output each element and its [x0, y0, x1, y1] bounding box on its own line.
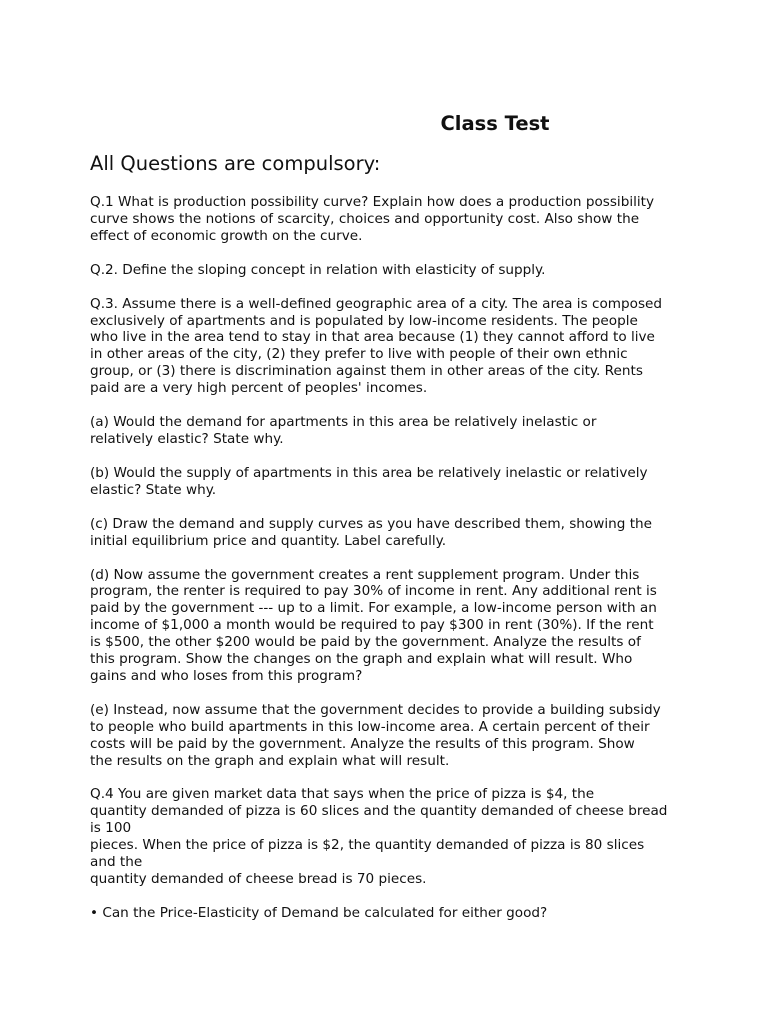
question-1: Q.1 What is production possibility curve? Explain how does a production possibility curve shows the notions of scarcity, choices and opportunity cost. Also show the effect of economic growth on the curve. — [90, 194, 655, 244]
question-3c: (c) Draw the demand and supply curves as you have described them, showing the initial equilibrium price and quantity. Label carefully. — [90, 515, 653, 549]
question-3a: (a) Would the demand for apartments in this area be relatively inelastic or relatively elastic? State why. — [90, 414, 597, 447]
question-4-bullet: • Can the Price-Elasticity of Demand be calculated for either good? — [90, 904, 548, 921]
question-3e: (e) Instead, now assume that the government decides to provide a building subsidy to people who build apartments in this low-income area. A certain percent of their costs will be paid by the government. Analyze the results of this program. Show the results on the graph and explain what will result. — [90, 701, 661, 769]
question-3d: (d) Now assume the government creates a rent supplement program. Under this program, the renter is required to pay 30% of income in rent. Any additional rent is paid by the government --- up to a limit. For example, a low-income person with an income of $1,000 a month would be required to pay $300 in rent (30%). If the rent is $500, the other $200 would be paid by the government. Analyze the results of this program. Show the changes on the graph and explain what will result. Who gains and who loses from this program? — [90, 566, 657, 684]
instructions-heading: All Questions are compulsory: — [90, 152, 381, 175]
question-3b: (b) Would the supply of apartments in this area be relatively inelastic or relatively elastic? State why. — [90, 464, 648, 498]
question-4: Q.4 You are given market data that says when the price of pizza is $4, the quantity demanded of pizza is 60 slices and the quantity demanded of cheese bread is 100 pieces. When the price of pizza is $2, the quantity demanded of pizza is 80 slices and the quantity demanded of cheese bread is 70 pieces. — [90, 786, 668, 887]
question-2: Q.2. Define the sloping concept in relation with elasticity of supply. — [90, 261, 546, 278]
document-title: Class Test — [440, 112, 550, 135]
question-3: Q.3. Assume there is a well-defined geographic area of a city. The area is composed exclusively of apartments and is populated by low-income residents. The people who live in the area tend to stay in that area because (1) they cannot afford to live in other areas of the city, (2) they prefer to live with people of their own ethnic group, or (3) there is discrimination against them in other areas of the city. Rents paid are a very high percent of peoples' incomes. — [90, 295, 663, 397]
questions-body — [90, 194, 680, 939]
